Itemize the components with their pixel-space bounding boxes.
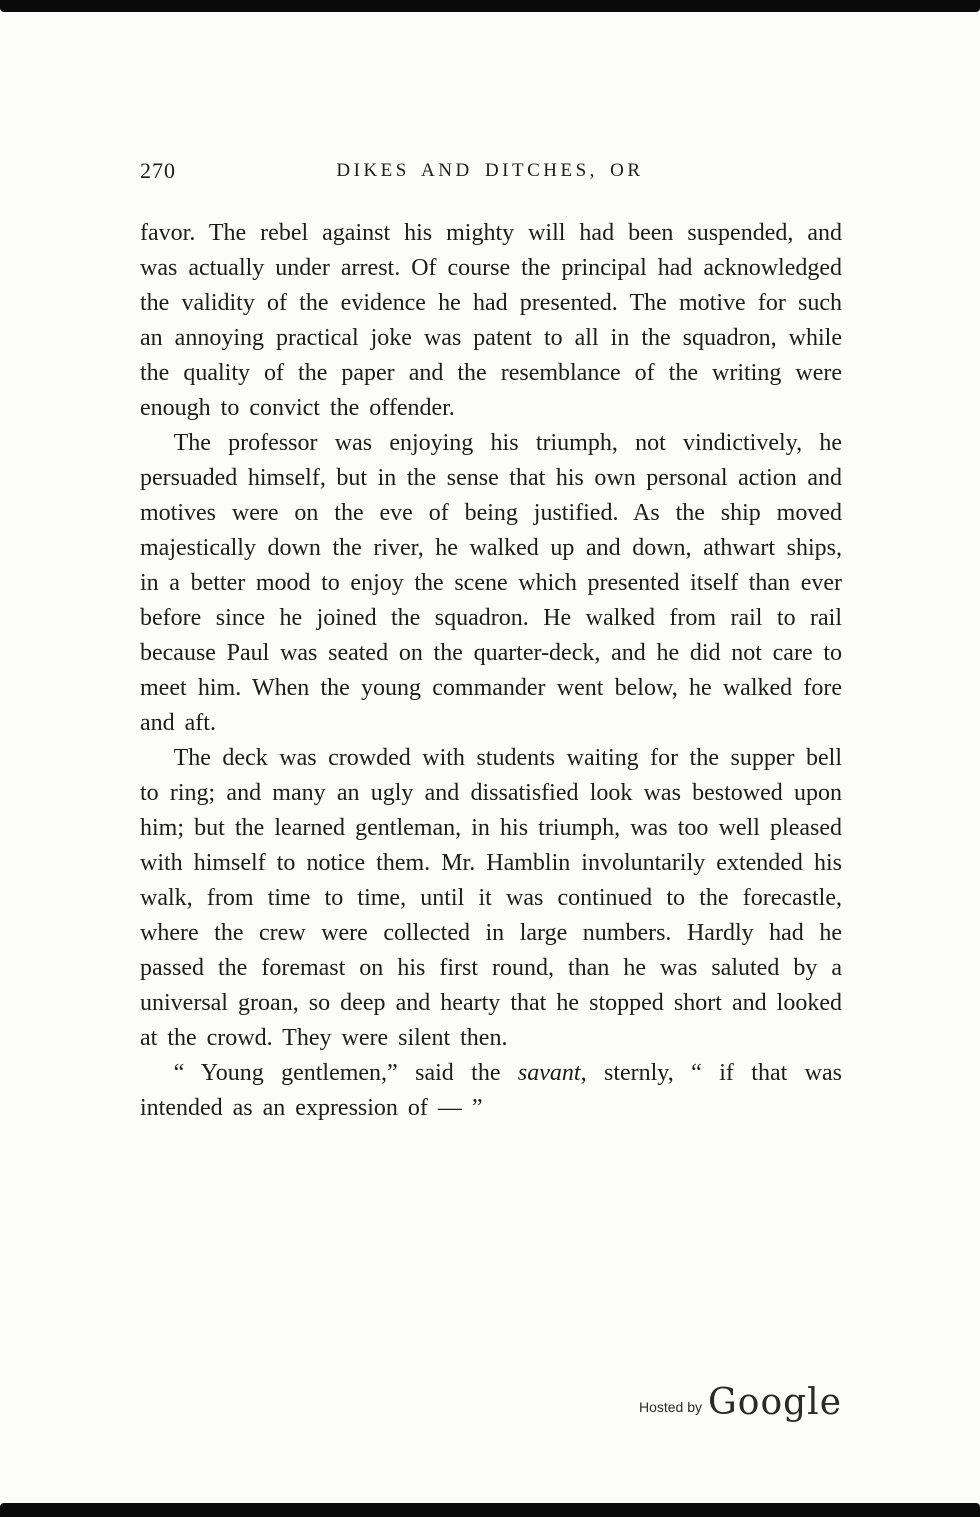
paragraph-text: , sternly, “ if that was intended as an expression of — ” [140,1060,842,1121]
paragraph: The deck was crowded with students waiting for the supper bell to ring; and many an ugly and dissatisfied look was bestowed upon him; but the learned gentleman, in his triumph, was too well pleased with himself to notice them. Mr. Hamblin involuntarily extended his walk, from time to time, until it was continued to the forecastle, where the crew were collected in large numbers. Hardly had he passed the foremast on his first round, than he was saluted by a universal groan, so deep and hearty that he stopped short and looked at the crowd. They were silent then. [140,745,842,1051]
google-logo: Google [708,1382,842,1423]
paragraph: The professor was enjoying his triumph, not vindictively, he persuaded himself, but in the sense that his own personal action and motives were on the eve of being justified. As the ship moved majestically down the river, he walked up and down, athwart ships, in a better mood to enjoy the scene which presented itself than ever before since he joined the squadron. He walked from rail to rail because Paul was seated on the quarter-deck, and he did not care to meet him. When the young commander went below, he walked fore and aft. [140,430,842,736]
hosted-by-label: Hosted by [638,1399,703,1415]
italic-word: savant [517,1060,581,1086]
paragraph: favor. The rebel against his mighty will had been suspended, and was actually under arrest. Of course the principal had acknowledged the validity of the evidence he had presented. The motive for such an annoying practical joke was patent to all in the squadron, while the quality of the paper and the resemblance of the writing were enough to convict the offender. [140,220,842,421]
paragraph [140,1056,842,1126]
paragraph-text: “ Young gentlemen,” said the [173,1060,518,1086]
page-header [140,158,840,188]
page-footer [638,1382,842,1423]
page-number: 270 [140,158,176,183]
page-body [140,216,842,1126]
running-head: DIKES AND DITCHES, OR [336,160,644,181]
scan-border-top [0,0,980,12]
scan-border-bottom [0,1503,980,1517]
